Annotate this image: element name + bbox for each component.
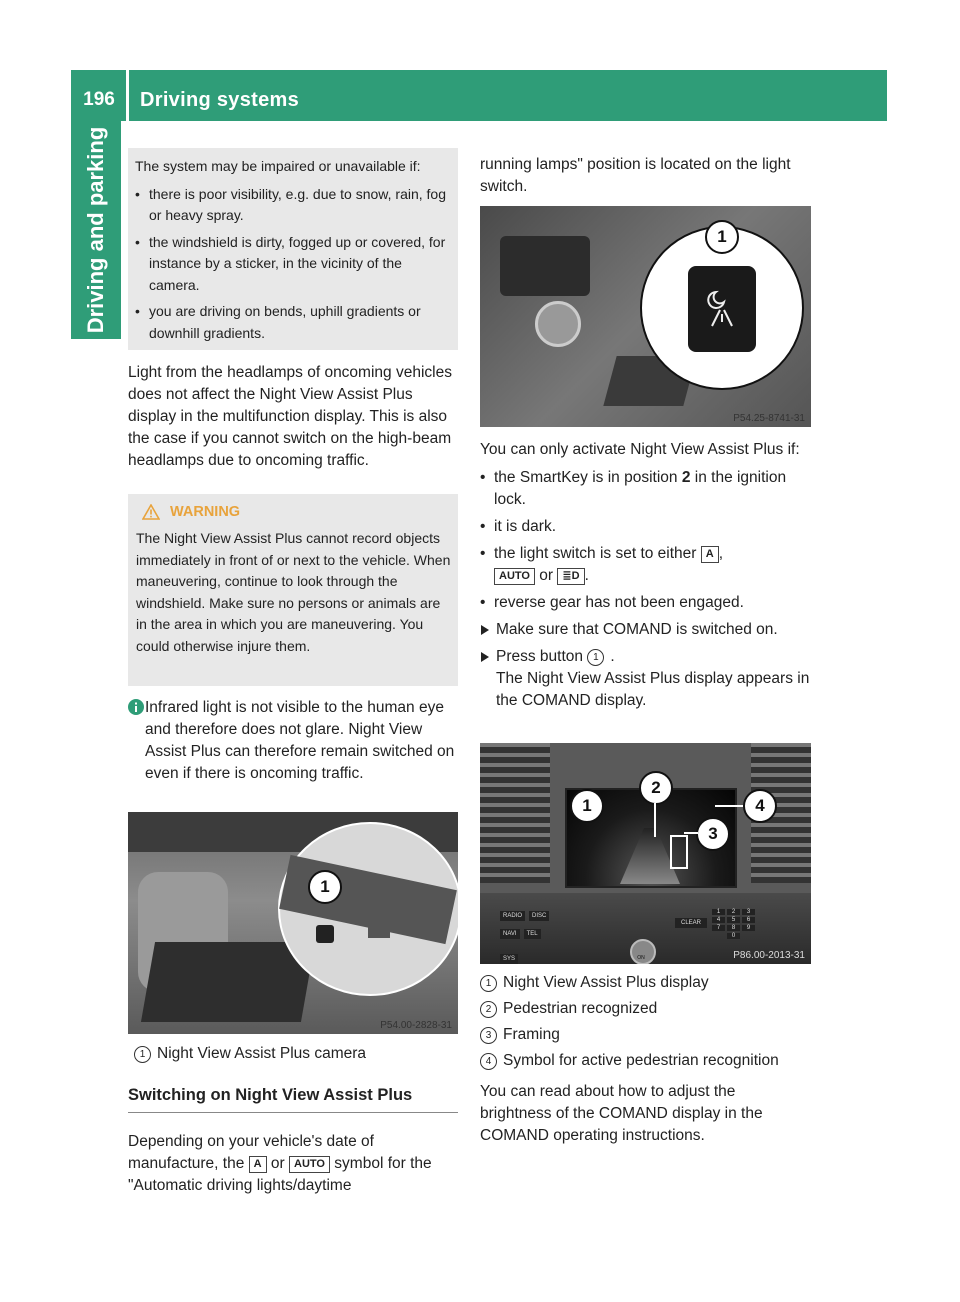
headlamp-paragraph: Light from the headlamps of oncoming vehicles does not affect the Night View Assist Plus display in the multifunction display. This is also the case if you cannot switch on the high-beam headlamps due to oncoming traffic.	[128, 364, 452, 469]
warning-title: WARNING	[170, 504, 241, 520]
limitation-item: • the windshield is dirty, fogged up or covered, for instance by a sticker, in the vicinity of the camera.	[135, 232, 453, 297]
condition-item: • it is dark.	[480, 516, 815, 538]
keypad-key: 1	[712, 909, 725, 915]
keypad-key: 5	[727, 917, 740, 923]
fig1-caption	[134, 1043, 458, 1065]
disc-button: DISC	[529, 911, 549, 921]
info-text: Infrared light is not visible to the human eye and therefore does not glare. Night View Assist Plus can therefore remain switched on even if there is oncoming traffic.	[145, 699, 455, 782]
callout-1: 1	[570, 789, 604, 823]
legend-item	[480, 998, 657, 1020]
condition-item	[480, 467, 815, 511]
condition-text: the light switch is set to either	[494, 545, 697, 562]
page-title: Driving systems	[140, 89, 300, 111]
auto-a-symbol: A	[249, 1156, 267, 1173]
keypad-key: 8	[727, 925, 740, 931]
auto-symbol: AUTO	[289, 1156, 330, 1173]
step-text: Press button	[496, 648, 584, 665]
legend-number: 4	[480, 1053, 497, 1070]
callout-1: 1	[705, 220, 739, 254]
sys-button: SYS	[500, 954, 518, 964]
keypad-key: 7	[712, 925, 725, 931]
keypad-key: 6	[742, 917, 755, 923]
legend-item	[480, 1050, 779, 1072]
warning-text: The Night View Assist Plus cannot record objects immediately in front of or next to the vehicle. When maneuvering, continue to look through the windshield. Make sure no persons or animals are in the area in which you are maneuvering. You could otherwise injure them.	[136, 530, 451, 654]
warning-box	[128, 494, 458, 686]
keypad-key: 2	[727, 909, 740, 915]
activation-conditions	[480, 439, 815, 712]
clear-button: CLEAR	[675, 918, 707, 928]
light-switch-photo	[480, 206, 811, 427]
tel-button: TEL	[524, 929, 541, 939]
on-button: ON	[637, 955, 645, 961]
legend-number: 3	[480, 1027, 497, 1044]
manufacture-paragraph	[128, 1131, 460, 1197]
info-icon	[128, 699, 144, 720]
legend-text: Night View Assist Plus display	[503, 974, 709, 991]
legend-item	[480, 972, 709, 994]
limitation-item: • you are driving on bends, uphill gradients or downhill gradients.	[135, 301, 453, 344]
limitation-item: • there is poor visibility, e.g. due to snow, rain, fog or heavy spray.	[135, 184, 453, 227]
figure-code: P54.00-2828-31	[380, 1020, 452, 1031]
step-item: Make sure that COMAND is switched on.	[480, 619, 815, 641]
navi-button: NAVI	[500, 929, 520, 939]
condition-bold: 2	[681, 469, 691, 486]
button-number: 1	[587, 649, 604, 666]
keypad-key: 3	[742, 909, 755, 915]
auto-symbol: AUTO	[494, 568, 535, 585]
legend-number: 1	[480, 975, 497, 992]
activation-intro: You can only activate Night View Assist Plus if:	[480, 441, 800, 458]
condition-text: in the ignition lock.	[494, 469, 787, 508]
callout-3: 3	[696, 817, 730, 851]
manufacture-text-2: symbol for the "Automatic driving lights/daytime	[128, 1155, 432, 1194]
header-separator	[126, 70, 129, 121]
light-switch-paragraph: running lamps" position is located on the light switch.	[480, 156, 791, 195]
callout-4: 4	[743, 789, 777, 823]
keypad-key: 4	[712, 917, 725, 923]
brightness-paragraph: You can read about how to adjust the brightness of the COMAND display in the COMAND operating instructions.	[480, 1083, 763, 1144]
step-result: The Night View Assist Plus display appears in the COMAND display.	[496, 670, 810, 709]
page-number: 196	[83, 89, 115, 110]
auto-a-symbol: A	[701, 546, 719, 563]
low-beam-symbol: ≣D	[557, 568, 584, 585]
night-view-button-icon	[702, 288, 742, 333]
legend-number: 2	[480, 1001, 497, 1018]
or-text: or	[539, 567, 554, 584]
step-item: Press button 1 . The Night View Assist Plus display appears in the COMAND display.	[480, 646, 815, 712]
figure-code: P54.25-8741-31	[733, 413, 805, 424]
caption-number: 1	[134, 1046, 151, 1063]
or-text: or	[270, 1155, 285, 1172]
legend-text: Framing	[503, 1026, 560, 1043]
camera-photo	[128, 812, 458, 1034]
figure-code: P86.00-2013-31	[733, 950, 805, 961]
side-tab-label: Driving and parking	[83, 126, 108, 334]
condition-item: • the light switch is set to either A , AUTO or ≣D .	[480, 543, 815, 587]
caption-text: Night View Assist Plus camera	[157, 1045, 367, 1062]
limitations-box	[128, 148, 458, 350]
manufacture-text-1: Depending on your vehicle's date of manufacture, the	[128, 1133, 374, 1172]
comand-display-photo	[480, 743, 811, 964]
side-tab	[71, 121, 121, 339]
warning-icon	[142, 504, 160, 525]
callout-2: 2	[639, 771, 673, 805]
keypad-key: 9	[742, 925, 755, 931]
legend-item	[480, 1024, 560, 1046]
section-heading: Switching on Night View Assist Plus	[128, 1086, 458, 1113]
radio-button: RADIO	[500, 911, 525, 921]
keypad-key: 0	[727, 933, 740, 939]
callout-1: 1	[308, 870, 342, 904]
legend-text: Pedestrian recognized	[503, 1000, 658, 1017]
condition-item: • reverse gear has not been engaged.	[480, 592, 815, 614]
limitations-intro: The system may be impaired or unavailable if:	[135, 158, 421, 174]
condition-text: the SmartKey is in position	[494, 469, 678, 486]
legend-text: Symbol for active pedestrian recognition	[503, 1052, 779, 1069]
